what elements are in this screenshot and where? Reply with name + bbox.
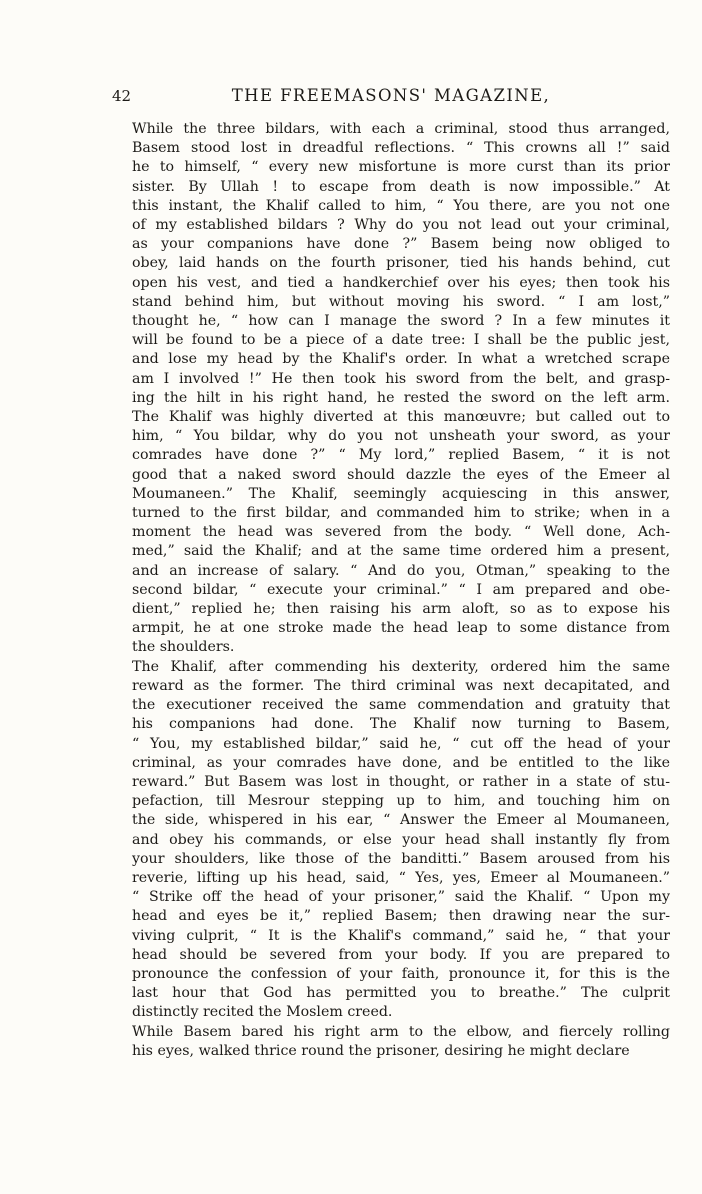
paragraph [112, 658, 670, 1023]
text-line: sister. By Ullah ! to escape from death is now impossible.” At [132, 178, 670, 195]
text-line: this instant, the Khalif called to him, “ You there, are you not one [132, 197, 670, 214]
text-line: will be found to be a piece of a date tree: I shall be the public jest, [132, 332, 670, 349]
text-line: comrades have done ?” “ My lord,” replied Basem, “ it is not [132, 447, 670, 464]
text-line: second bildar, “ execute your criminal.” “ I am prepared and obe- [132, 581, 670, 598]
text-line: his companions had done. The Khalif now turning to Basem, [132, 716, 670, 733]
paragraph [112, 120, 670, 658]
text-line: distinctly recited the Moslem creed. [132, 1004, 393, 1021]
text-line: and lose my head by the Khalif's order. In what a wretched scrape [132, 351, 670, 368]
text-line: ing the hilt in his right hand, he rested the sword on the left arm. [132, 389, 670, 406]
text-line: the executioner received the same commendation and gratuity that [132, 697, 670, 714]
text-line: and obey his commands, or else your head shall instantly fly from [132, 831, 670, 848]
text-line: The Khalif, after commending his dexterity, ordered him the same [132, 658, 670, 675]
running-header [112, 82, 670, 112]
text-line: head and eyes be it,” replied Basem; then drawing near the sur- [132, 908, 670, 925]
text-line: reward as the former. The third criminal was next decapitated, and [132, 677, 670, 694]
article-body [112, 120, 670, 1061]
text-line: The Khalif was highly diverted at this manœuvre; but called out to [132, 409, 670, 426]
text-line: and an increase of salary. “ And do you, Otman,” speaking to the [132, 562, 670, 579]
text-line: obey, laid hands on the fourth prisoner, tied his hands behind, cut [132, 255, 670, 272]
text-line: “ Strike off the head of your prisoner,” said the Khalif. “ Upon my [132, 889, 670, 906]
text-line: Basem stood lost in dreadful reflections. “ This crowns all !” said [132, 140, 670, 157]
text-line: the shoulders. [132, 639, 235, 656]
text-line: pronounce the confession of your faith, pronounce it, for this is the [132, 965, 670, 982]
text-line: moment the head was severed from the body. “ Well done, Ach- [132, 524, 670, 541]
text-line: stand behind him, but without moving his sword. “ I am lost,” [132, 293, 670, 310]
text-line: his eyes, walked thrice round the prisoner, desiring he might declare [132, 1042, 630, 1059]
text-line: last hour that God has permitted you to breathe.” The culprit [132, 985, 670, 1002]
text-line: good that a naked sword should dazzle the eyes of the Emeer al [132, 466, 670, 483]
text-line: While Basem bared his right arm to the elbow, and fiercely rolling [132, 1023, 670, 1040]
text-line: him, “ You bildar, why do you not unsheath your sword, as your [132, 428, 670, 445]
text-line: as your companions have done ?” Basem being now obliged to [132, 236, 670, 253]
text-line: reward.” But Basem was lost in thought, or rather in a state of stu- [132, 773, 670, 790]
text-line: thought he, “ how can I manage the sword ? In a few minutes it [132, 313, 670, 330]
text-line: open his vest, and tied a handkerchief over his eyes; then took his [132, 274, 670, 291]
text-line: viving culprit, “ It is the Khalif's command,” said he, “ that your [132, 927, 670, 944]
text-line: While the three bildars, with each a criminal, stood thus arranged, [132, 121, 670, 137]
text-line: of my established bildars ? Why do you not lead out your criminal, [132, 217, 670, 234]
text-line: your shoulders, like those of the banditti.” Basem aroused from his [132, 850, 670, 867]
text-line: med,” said the Khalif; and at the same time ordered him a present, [132, 543, 670, 560]
text-line: turned to the first bildar, and commanded him to strike; when in a [132, 505, 670, 522]
page [112, 82, 670, 1061]
text-line: Moumaneen.” The Khalif, seemingly acquiescing in this answer, [132, 485, 670, 502]
text-line: am I involved !” He then took his sword from the belt, and grasp- [132, 370, 670, 387]
text-line: “ You, my established bildar,” said he, “ cut off the head of your [132, 735, 670, 752]
text-line: armpit, he at one stroke made the head leap to some distance from [132, 620, 670, 637]
text-line: pefaction, till Mesrour stepping up to him, and touching him on [132, 793, 670, 810]
text-line: dient,” replied he; then raising his arm aloft, so as to expose his [132, 601, 670, 618]
text-line: reverie, lifting up his head, said, “ Yes, yes, Emeer al Moumaneen.” [132, 869, 670, 886]
page-number: 42 [112, 87, 132, 105]
text-line: the side, whispered in his ear, “ Answer the Emeer al Moumaneen, [132, 812, 670, 829]
paragraph [112, 1023, 670, 1061]
running-title: THE FREEMASONS' MAGAZINE, [231, 86, 551, 105]
text-line: criminal, as your comrades have done, and be entitled to the like [132, 754, 670, 771]
text-line: he to himself, “ every new misfortune is more curst than its prior [132, 159, 670, 176]
text-line: head should be severed from your body. If you are prepared to [132, 946, 670, 963]
